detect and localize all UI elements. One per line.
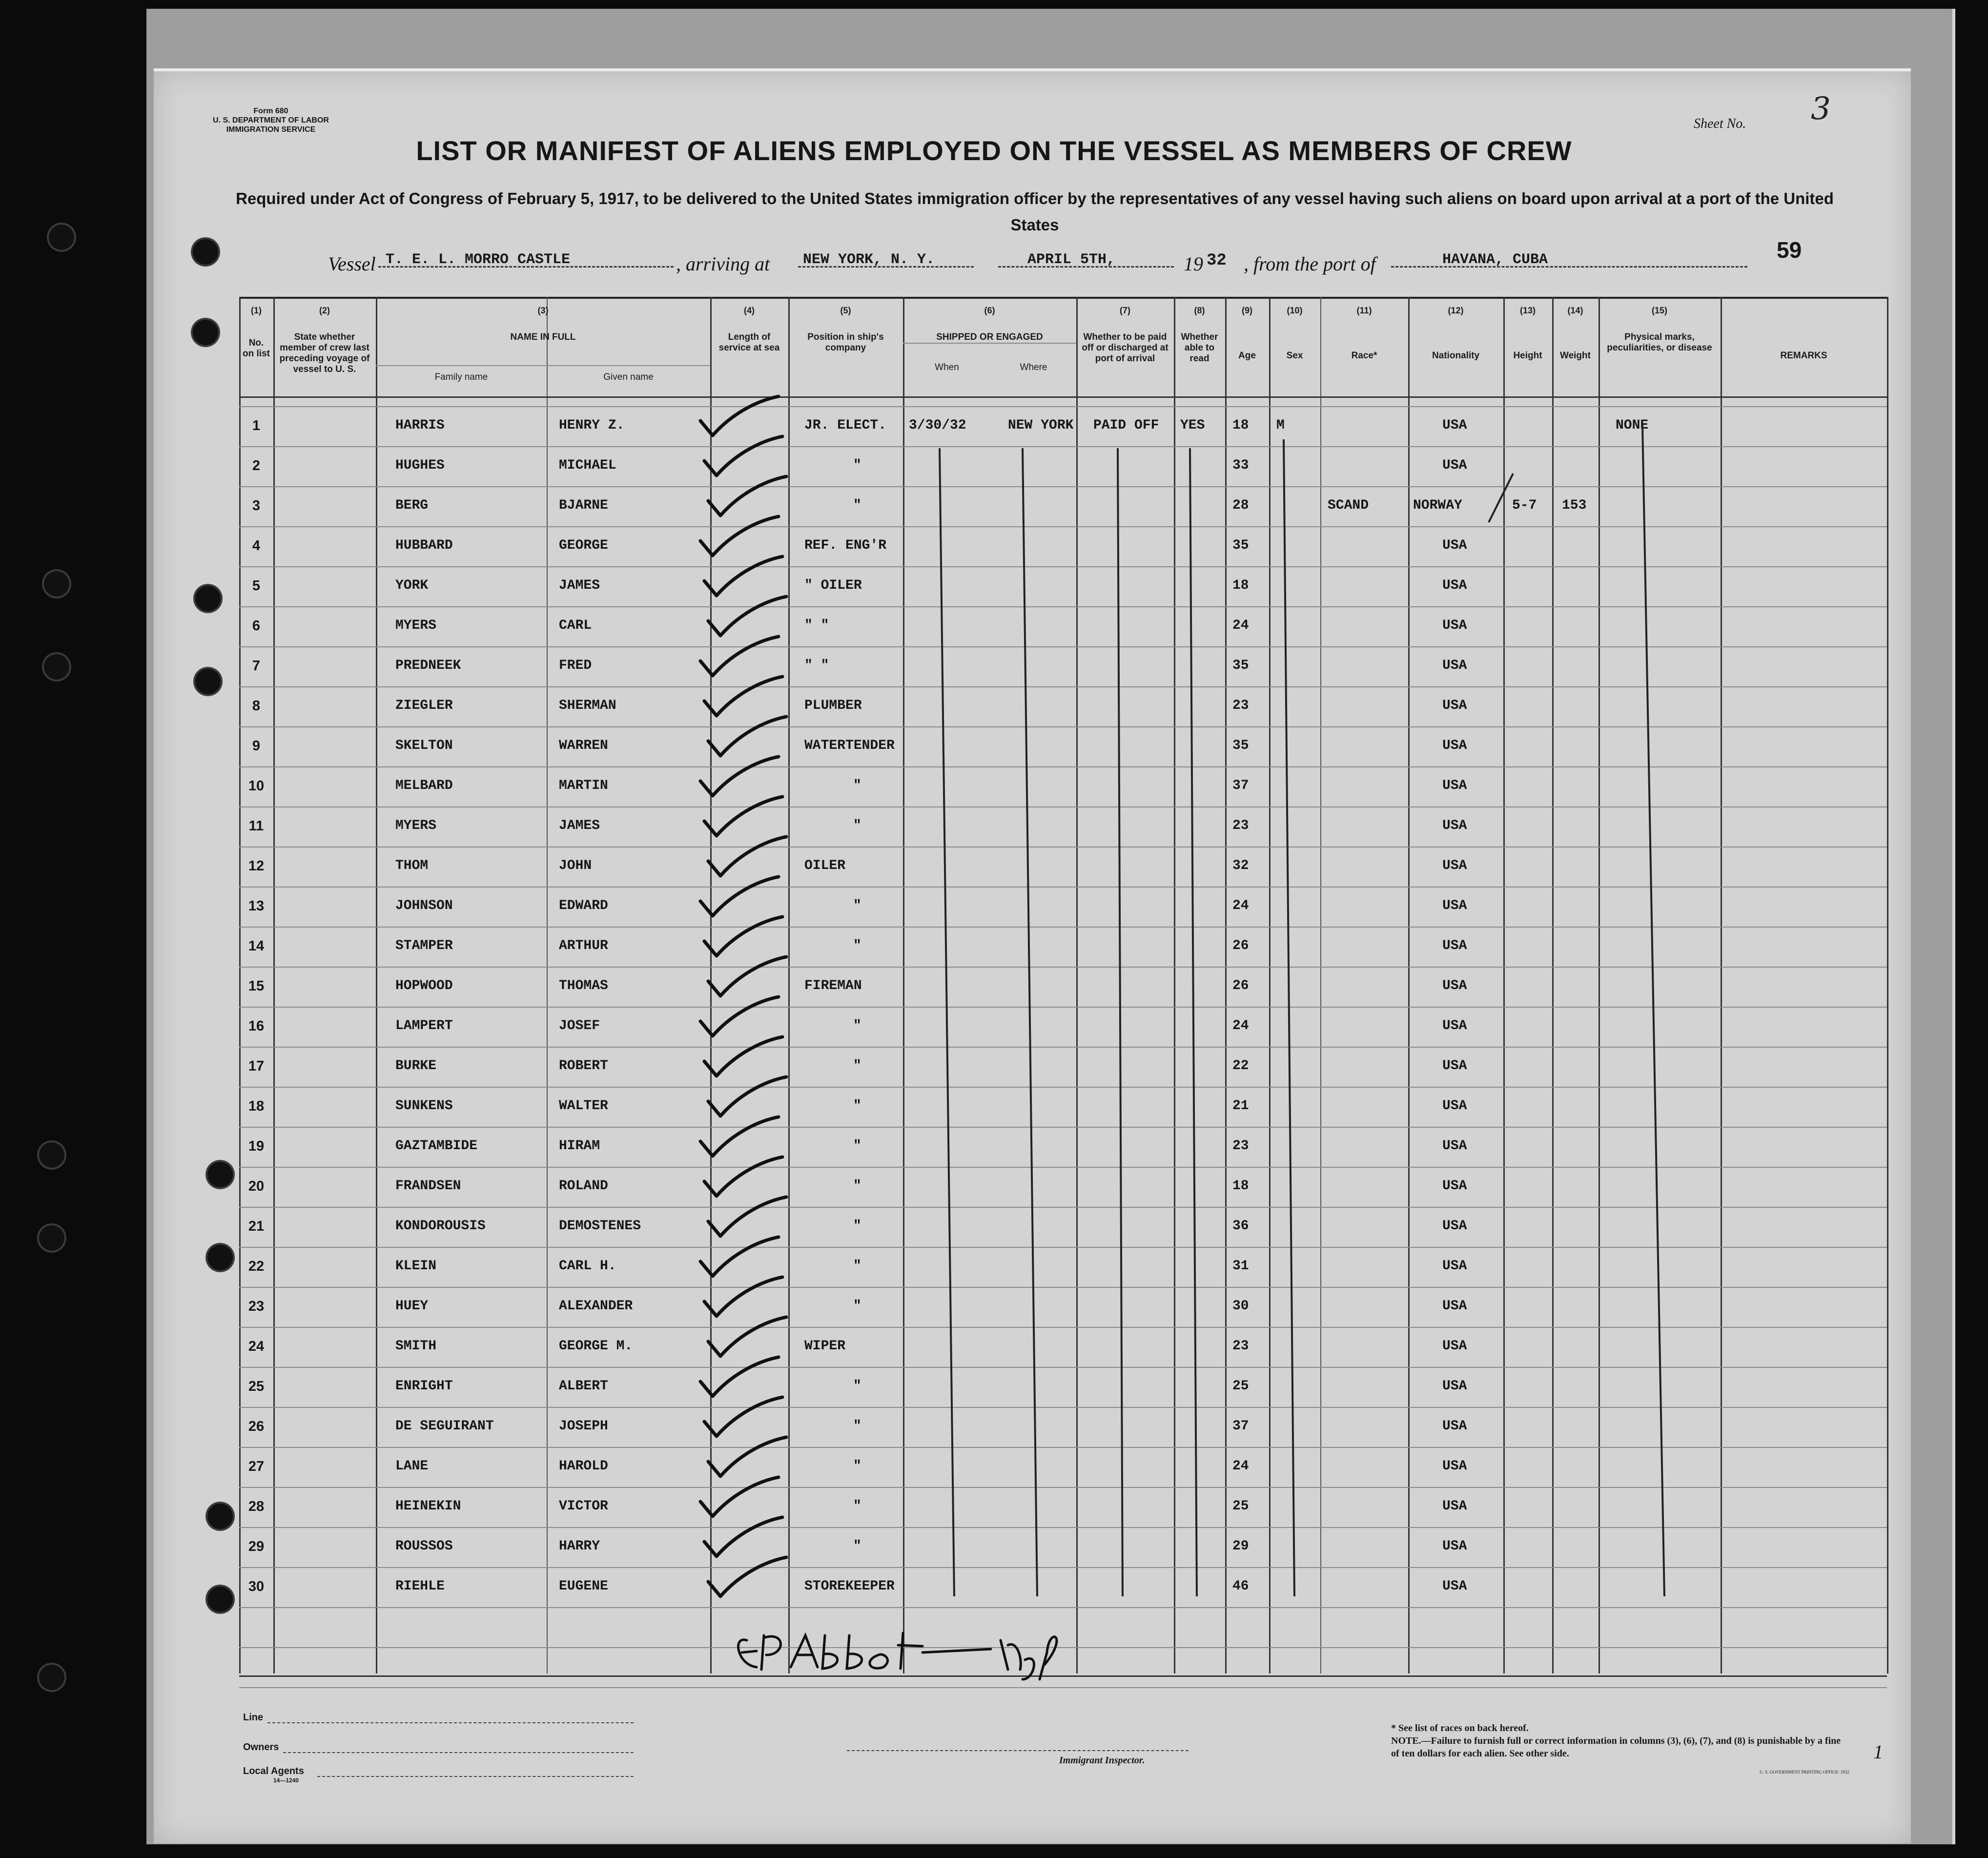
family-name: HARRIS xyxy=(395,418,445,433)
position: " xyxy=(853,1299,861,1314)
column-number: (6) xyxy=(984,306,995,315)
column-header: NAME IN FULL xyxy=(510,332,576,342)
position: " xyxy=(853,938,861,953)
vessel-name: T. E. L. MORRO CASTLE xyxy=(386,251,571,268)
age: 35 xyxy=(1232,658,1249,673)
check-mark xyxy=(708,957,786,996)
column-number: (3) xyxy=(537,306,549,315)
nationality: USA xyxy=(1442,1138,1467,1154)
position: " xyxy=(853,1419,861,1434)
age: 26 xyxy=(1232,978,1249,993)
arrival-date: APRIL 5TH, xyxy=(1027,251,1116,268)
inspector-field xyxy=(847,1750,1189,1751)
given-name: SHERMAN xyxy=(559,698,616,713)
age: 23 xyxy=(1232,1339,1249,1354)
page-title: LIST OR MANIFEST OF ALIENS EMPLOYED ON THE VESSEL AS MEMBERS OF CREW xyxy=(416,135,1572,166)
position: " xyxy=(853,898,861,913)
check-mark xyxy=(700,1477,779,1516)
age: 24 xyxy=(1232,1459,1249,1474)
row-number: 27 xyxy=(248,1459,265,1474)
arriving-port: NEW YORK, N. Y. xyxy=(803,251,935,268)
position: " xyxy=(853,1459,861,1474)
nationality: USA xyxy=(1442,1459,1467,1474)
from-port: HAVANA, CUBA xyxy=(1442,251,1548,268)
column-number: (12) xyxy=(1448,306,1464,315)
row-number: 13 xyxy=(248,898,265,914)
column-subheader: Where xyxy=(1020,362,1047,372)
family-name: HUGHES xyxy=(395,458,445,473)
inspector-signature xyxy=(727,1606,1098,1684)
ditto-line xyxy=(1642,425,1664,1596)
family-name: BERG xyxy=(395,498,429,513)
given-name: EDWARD xyxy=(559,898,608,913)
age: 18 xyxy=(1232,418,1249,433)
family-name: ENRIGHT xyxy=(395,1379,453,1394)
nationality: USA xyxy=(1442,578,1467,593)
position: " xyxy=(853,1379,861,1394)
given-name: HENRY Z. xyxy=(559,418,625,433)
nationality: USA xyxy=(1442,538,1467,553)
given-name: JAMES xyxy=(559,578,600,593)
check-mark xyxy=(700,1117,779,1156)
row-number: 11 xyxy=(248,818,264,834)
age: 21 xyxy=(1232,1098,1249,1114)
column-header: Weight xyxy=(1560,351,1591,361)
check-mark xyxy=(704,917,782,956)
ditto-line xyxy=(940,448,954,1596)
line-field xyxy=(267,1722,634,1723)
given-name: HARRY xyxy=(559,1539,600,1554)
given-name: ROLAND xyxy=(559,1178,608,1194)
row-number: 6 xyxy=(252,618,261,634)
agents-field xyxy=(317,1776,634,1777)
family-name: LAMPERT xyxy=(395,1018,453,1033)
family-name: SMITH xyxy=(395,1339,437,1354)
age: 22 xyxy=(1232,1058,1249,1074)
age: 32 xyxy=(1232,858,1249,873)
shipped-place: NEW YORK xyxy=(1008,418,1074,433)
nationality: USA xyxy=(1442,618,1467,633)
family-name: HEINEKIN xyxy=(395,1499,461,1514)
age: 23 xyxy=(1232,1138,1249,1154)
check-mark xyxy=(700,637,779,676)
position: " xyxy=(853,458,861,473)
nationality: USA xyxy=(1442,1499,1467,1514)
check-mark xyxy=(708,717,786,756)
position: " xyxy=(853,818,861,833)
nationality: USA xyxy=(1442,1178,1467,1194)
row-number: 19 xyxy=(248,1138,265,1154)
check-mark xyxy=(704,677,782,716)
given-name: JOSEPH xyxy=(559,1419,608,1434)
family-name: MYERS xyxy=(395,818,437,833)
column-number: (11) xyxy=(1356,306,1372,315)
nationality: USA xyxy=(1442,658,1467,673)
nationality: USA xyxy=(1442,698,1467,713)
sheet-number: 3 xyxy=(1811,91,1831,127)
position: WATERTENDER xyxy=(804,738,895,753)
position: " xyxy=(853,1178,861,1194)
family-name: GAZTAMBIDE xyxy=(395,1138,478,1154)
check-mark xyxy=(704,436,782,475)
column-number: (14) xyxy=(1567,306,1583,315)
age: 30 xyxy=(1232,1299,1249,1314)
family-name: LANE xyxy=(395,1459,429,1474)
row-number: 15 xyxy=(248,978,265,994)
age: 25 xyxy=(1232,1499,1249,1514)
age: 46 xyxy=(1232,1579,1249,1594)
row-number: 28 xyxy=(248,1499,265,1514)
check-mark xyxy=(708,597,786,636)
given-name: THOMAS xyxy=(559,978,608,993)
position: " xyxy=(853,1018,861,1033)
column-number: (10) xyxy=(1287,306,1303,315)
column-header: Height xyxy=(1513,351,1542,361)
physical-marks: NONE xyxy=(1616,418,1649,433)
age: 33 xyxy=(1232,458,1249,473)
page-count: 59 xyxy=(1777,237,1802,263)
position: " xyxy=(853,1138,861,1154)
able-to-read: YES xyxy=(1180,418,1205,433)
given-name: MARTIN xyxy=(559,778,608,793)
row-number: 14 xyxy=(248,938,265,954)
family-name: THOM xyxy=(395,858,429,873)
row-number: 26 xyxy=(248,1419,265,1434)
agents-label: Local Agents xyxy=(243,1766,304,1776)
nationality: USA xyxy=(1442,1098,1467,1114)
position: JR. ELECT. xyxy=(804,418,887,433)
row-number: 21 xyxy=(248,1218,265,1234)
age: 18 xyxy=(1232,578,1249,593)
nationality: USA xyxy=(1442,858,1467,873)
weight: 153 xyxy=(1562,498,1587,513)
row-number: 9 xyxy=(252,738,261,754)
family-name: RIEHLE xyxy=(395,1579,445,1594)
nationality: USA xyxy=(1442,738,1467,753)
position: " xyxy=(853,778,861,793)
owners-field xyxy=(283,1752,634,1753)
family-name: ROUSSOS xyxy=(395,1539,453,1554)
position: OILER xyxy=(804,858,846,873)
given-name: HAROLD xyxy=(559,1459,608,1474)
nationality: USA xyxy=(1442,1259,1467,1274)
nationality: USA xyxy=(1442,1058,1467,1074)
row-number: 20 xyxy=(248,1178,265,1194)
from-label: , from the port of xyxy=(1244,253,1376,275)
family-name: BURKE xyxy=(395,1058,437,1074)
row-number: 25 xyxy=(248,1379,265,1394)
age: 24 xyxy=(1232,618,1249,633)
check-mark xyxy=(700,1357,779,1396)
column-header: No. on list xyxy=(243,338,270,359)
check-mark xyxy=(708,1317,786,1356)
nationality: USA xyxy=(1442,1339,1467,1354)
check-mark xyxy=(700,877,779,916)
nationality: USA xyxy=(1442,1539,1467,1554)
given-name: WALTER xyxy=(559,1098,608,1114)
family-name: MYERS xyxy=(395,618,437,633)
nationality: USA xyxy=(1442,1218,1467,1234)
service: IMMIGRATION SERVICE xyxy=(226,125,316,134)
row-number: 22 xyxy=(248,1259,265,1274)
sheet-label: Sheet No. xyxy=(1694,116,1746,131)
family-name: SUNKENS xyxy=(395,1098,453,1114)
height: 5-7 xyxy=(1512,498,1537,513)
nationality: USA xyxy=(1442,938,1467,953)
position: " xyxy=(853,1098,861,1114)
paid-off: PAID OFF xyxy=(1093,418,1159,433)
position: REF. ENG'R xyxy=(804,538,887,553)
position: " xyxy=(853,1218,861,1234)
nationality: USA xyxy=(1442,458,1467,473)
nationality: USA xyxy=(1442,1018,1467,1033)
age: 24 xyxy=(1232,898,1249,913)
ditto-line xyxy=(1284,439,1294,1596)
check-mark xyxy=(704,1277,782,1316)
inspector-label: Immigrant Inspector. xyxy=(1059,1755,1145,1766)
year-prefix: 19 xyxy=(1184,253,1203,275)
column-header: SHIPPED OR ENGAGED xyxy=(936,332,1043,342)
given-name: GEORGE xyxy=(559,538,608,553)
column-subheader: Family name xyxy=(434,372,488,382)
row-number: 8 xyxy=(252,698,261,714)
column-number: (13) xyxy=(1519,306,1536,315)
family-name: KONDOROUSIS xyxy=(395,1218,486,1234)
ditto-line xyxy=(1023,448,1037,1596)
row-number: 3 xyxy=(252,498,261,514)
row-number: 4 xyxy=(252,538,261,554)
position: " xyxy=(853,1259,861,1274)
row-number: 23 xyxy=(248,1299,265,1314)
column-header: Whether to be paid off or discharged at port of arrival xyxy=(1082,332,1168,364)
column-header: Length of service at sea xyxy=(718,332,780,353)
department: U. S. DEPARTMENT OF LABOR xyxy=(213,116,329,124)
age: 23 xyxy=(1232,818,1249,833)
age: 18 xyxy=(1232,1178,1249,1194)
check-mark xyxy=(708,1077,786,1116)
given-name: MICHAEL xyxy=(559,458,616,473)
owners-label: Owners xyxy=(243,1742,279,1753)
column-number: (5) xyxy=(840,306,851,315)
position: " xyxy=(853,498,861,513)
column-number: (1) xyxy=(251,306,262,315)
family-name: HUEY xyxy=(395,1299,429,1314)
age: 23 xyxy=(1232,698,1249,713)
age: 31 xyxy=(1232,1259,1249,1274)
row-number: 29 xyxy=(248,1539,265,1554)
row-number: 1 xyxy=(252,418,261,434)
family-name: PREDNEEK xyxy=(395,658,461,673)
position: PLUMBER xyxy=(804,698,862,713)
check-mark xyxy=(700,1237,779,1276)
given-name: CARL xyxy=(559,618,592,633)
given-name: ARTHUR xyxy=(559,938,608,953)
column-header: Position in ship's company xyxy=(807,332,884,353)
row-number: 12 xyxy=(248,858,265,874)
row-number: 16 xyxy=(248,1018,265,1034)
age: 26 xyxy=(1232,938,1249,953)
age: 37 xyxy=(1232,1419,1249,1434)
column-header: Sex xyxy=(1286,351,1303,361)
check-mark xyxy=(700,757,779,796)
given-name: JOSEF xyxy=(559,1018,600,1033)
nationality: USA xyxy=(1442,1419,1467,1434)
column-number: (15) xyxy=(1651,306,1667,315)
penalty-note: NOTE.—Failure to furnish full or correct information in columns (3), (6), (7), and (8) is punishable by a fine of ten dollars for each alien. See other side. xyxy=(1391,1735,1841,1759)
line-label: Line xyxy=(243,1712,264,1723)
age: 28 xyxy=(1232,498,1249,513)
family-name: JOHNSON xyxy=(395,898,453,913)
row-number: 5 xyxy=(252,578,261,594)
printing-office: U. S. GOVERNMENT PRINTING OFFICE: 1932 xyxy=(1760,1770,1849,1775)
nationality: NORWAY xyxy=(1413,498,1462,513)
check-mark xyxy=(708,1437,786,1476)
race: SCAND xyxy=(1328,498,1369,513)
ditto-line xyxy=(1190,448,1197,1596)
nationality: USA xyxy=(1442,778,1467,793)
given-name: JOHN xyxy=(559,858,592,873)
given-name: JAMES xyxy=(559,818,600,833)
ditto-line xyxy=(1118,448,1123,1596)
nationality: USA xyxy=(1442,978,1467,993)
column-header: State whether member of crew last preceding voyage of vessel to U. S. xyxy=(279,332,370,374)
family-name: KLEIN xyxy=(395,1259,437,1274)
row-number: 24 xyxy=(248,1339,265,1354)
position: " " xyxy=(804,658,829,673)
nationality: USA xyxy=(1442,1299,1467,1314)
given-name: WARREN xyxy=(559,738,608,753)
row-number: 18 xyxy=(248,1098,265,1114)
check-mark xyxy=(708,837,786,876)
column-subheader: When xyxy=(935,362,959,372)
check-mark xyxy=(708,1557,786,1596)
sex: M xyxy=(1276,418,1285,433)
column-header: Physical marks, peculiarities, or disease xyxy=(1607,332,1712,353)
check-mark xyxy=(704,557,782,596)
position: " xyxy=(853,1058,861,1074)
arriving-label: , arriving at xyxy=(676,253,770,275)
column-header: Age xyxy=(1238,351,1256,361)
check-mark xyxy=(708,476,786,516)
row-number: 10 xyxy=(248,778,265,794)
position: STOREKEEPER xyxy=(804,1579,895,1594)
given-name: GEORGE M. xyxy=(559,1339,633,1354)
check-mark xyxy=(704,1157,782,1196)
agents-code: 14—1240 xyxy=(273,1777,299,1784)
age: 25 xyxy=(1232,1379,1249,1394)
given-name: BJARNE xyxy=(559,498,608,513)
column-header: Whether able to read xyxy=(1181,332,1218,364)
nationality: USA xyxy=(1442,1579,1467,1594)
slash-mark xyxy=(1489,474,1513,522)
family-name: YORK xyxy=(395,578,429,593)
family-name: STAMPER xyxy=(395,938,453,953)
given-name: HIRAM xyxy=(559,1138,600,1154)
given-name: ROBERT xyxy=(559,1058,608,1074)
given-name: EUGENE xyxy=(559,1579,608,1594)
column-number: (8) xyxy=(1194,306,1205,315)
given-name: ALEXANDER xyxy=(559,1299,633,1314)
position: " OILER xyxy=(804,578,862,593)
row-number: 2 xyxy=(252,458,261,474)
check-mark xyxy=(704,1517,782,1556)
nationality: USA xyxy=(1442,818,1467,833)
form-number: Form 680 xyxy=(253,107,288,115)
column-number: (7) xyxy=(1120,306,1130,315)
check-mark xyxy=(704,797,782,836)
age: 35 xyxy=(1232,538,1249,553)
page-subtitle: Required under Act of Congress of February 5, 1917, to be delivered to the United States immigration officer by the representatives of any vessel having such aliens on board upon arrival at a port of the United States xyxy=(236,189,1834,234)
position: " xyxy=(853,1539,861,1554)
column-number: (9) xyxy=(1242,306,1252,315)
age: 29 xyxy=(1232,1539,1249,1554)
position: FIREMAN xyxy=(804,978,862,993)
row-number: 30 xyxy=(248,1579,265,1594)
check-mark xyxy=(700,997,779,1036)
column-header: Race* xyxy=(1351,351,1377,361)
family-name: HUBBARD xyxy=(395,538,453,553)
year-suffix: 32 xyxy=(1207,251,1227,270)
given-name: ALBERT xyxy=(559,1379,608,1394)
family-name: DE SEGUIRANT xyxy=(395,1419,494,1434)
column-number: (2) xyxy=(319,306,330,315)
row-number: 17 xyxy=(248,1058,265,1074)
position: " " xyxy=(804,618,829,633)
column-number: (4) xyxy=(744,306,755,315)
given-name: VICTOR xyxy=(559,1499,608,1514)
family-name: MELBARD xyxy=(395,778,453,793)
row-number: 7 xyxy=(252,658,261,674)
nationality: USA xyxy=(1442,898,1467,913)
nationality: USA xyxy=(1442,418,1467,433)
age: 24 xyxy=(1232,1018,1249,1033)
column-subheader: Given name xyxy=(603,372,654,382)
age: 35 xyxy=(1232,738,1249,753)
given-name: FRED xyxy=(559,658,592,673)
family-name: FRANDSEN xyxy=(395,1178,461,1194)
position: " xyxy=(853,1499,861,1514)
vessel-label: Vessel xyxy=(328,253,376,275)
family-name: ZIEGLER xyxy=(395,698,453,713)
column-header: Nationality xyxy=(1432,351,1480,361)
check-mark xyxy=(708,1197,786,1236)
check-mark xyxy=(700,396,779,435)
corner-mark: 1 xyxy=(1873,1741,1883,1763)
nationality: USA xyxy=(1442,1379,1467,1394)
age: 36 xyxy=(1232,1218,1249,1234)
column-header: REMARKS xyxy=(1780,351,1827,361)
races-note: * See list of races on back hereof. xyxy=(1391,1723,1529,1734)
age: 37 xyxy=(1232,778,1249,793)
given-name: DEMOSTENES xyxy=(559,1218,641,1234)
check-mark xyxy=(704,1397,782,1436)
check-mark xyxy=(700,516,779,556)
position: WIPER xyxy=(804,1339,846,1354)
shipped-date: 3/30/32 xyxy=(909,418,966,433)
family-name: HOPWOOD xyxy=(395,978,453,993)
family-name: SKELTON xyxy=(395,738,453,753)
check-mark xyxy=(704,1037,782,1076)
given-name: CARL H. xyxy=(559,1259,616,1274)
